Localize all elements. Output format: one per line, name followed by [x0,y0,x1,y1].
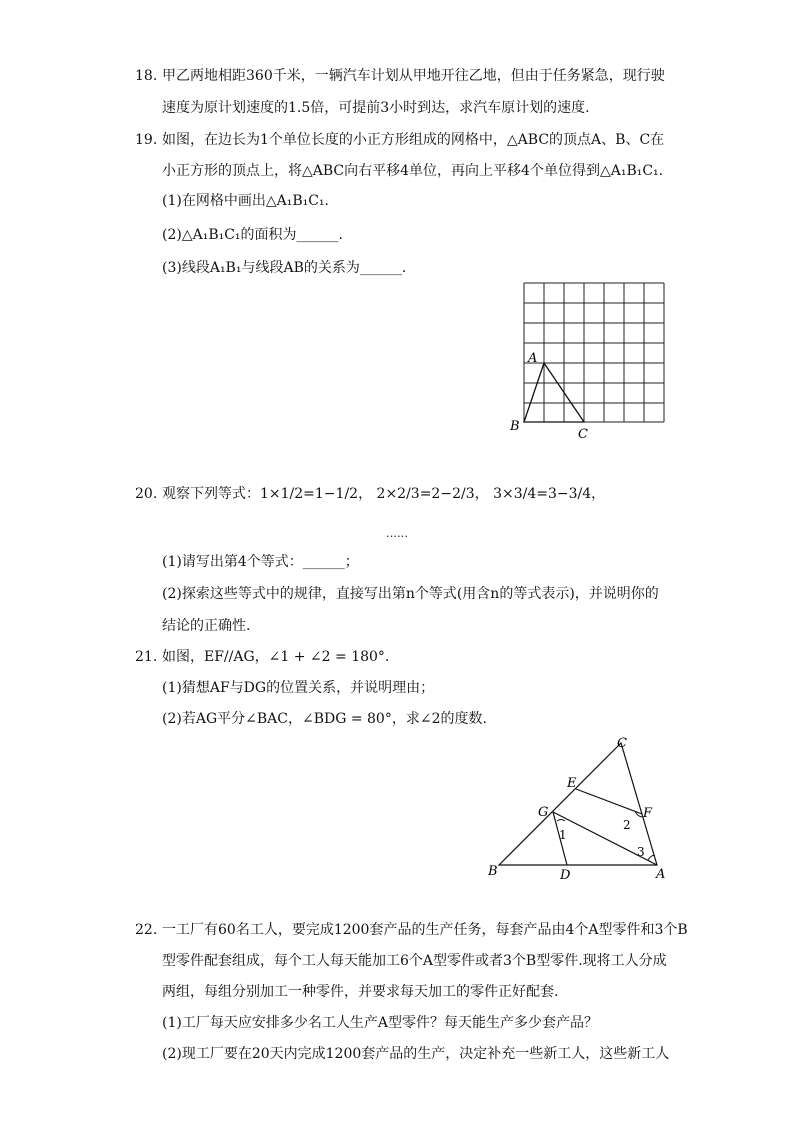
q22-line1: 一工厂有60名工人，要完成1200套产品的生产任务，每套产品由4个A型零件和3个B [162,922,688,938]
label-a: A [528,351,538,366]
q19-sub3: (3)线段A₁B₁与线段AB的关系为______. [162,260,407,276]
q21-line1: 如图，EF//AG，∠1 + ∠2 = 180°. [162,649,390,665]
q18-line2: 速度为原计划速度的1.5倍，可提前3小时到达，求汽车原计划的速度. [162,100,590,116]
q21-sub2: (2)若AG平分∠BAC，∠BDG = 80°，求∠2的度数. [162,711,487,727]
label-c2: C [617,736,627,751]
q20-equation-line [162,484,605,504]
q20-intro: 观察下列等式： [162,486,260,502]
q22-line2: 型零件配套组成，每个工人每天能加工6个A型零件或者3个B型零件.现将工人分成 [162,953,667,969]
q20-sub2-line2: 结论的正确性. [162,618,251,634]
q20-sub1: (1)请写出第4个等式：______； [162,554,359,570]
q21-geometry-figure [480,732,680,884]
q19-sub2: (2)△A₁B₁C₁的面积为______. [162,227,343,243]
label-a2: A [656,867,666,882]
q20-eq1: 1×1/2=1−1/2， [260,486,373,502]
label-d: D [560,868,571,883]
angle1-arc [557,820,565,822]
q22-sub1: (1)工厂每天应安排多少名工人生产A型零件？每天能生产多少套产品？ [162,1015,598,1031]
triangle-abc [524,363,584,422]
label-f: F [643,806,653,821]
q22-number: 22. [135,922,158,938]
label-e: E [567,776,577,791]
angle-label-2: 2 [623,818,631,832]
angle-label-3: 3 [637,845,645,859]
segment-ef [576,789,642,814]
label-b: B [510,419,520,434]
q20-eq2: 2×2/3=2−2/3， [376,486,489,502]
q19-line1: 如图，在边长为1个单位长度的小正方形组成的网格中，△ABC的顶点A、B、C在 [162,132,665,148]
grid-lines [524,283,664,422]
q22-line3: 两组，每组分别加工一种零件，并要求每天加工的零件正好配套. [162,984,559,1000]
q18-number: 18. [135,68,158,84]
angle-label-1: 1 [559,828,567,842]
q20-eq3: 3×3/4=3−3/4， [493,486,606,502]
q18-line1: 甲乙两地相距360千米，一辆汽车计划从甲地开往乙地，但由于任务紧急，现行驶 [162,68,665,84]
q19-number: 19. [135,132,158,148]
q19-sub1: (1)在网格中画出△A₁B₁C₁. [162,193,329,209]
triangle-bca [499,743,657,865]
label-c: C [578,427,588,442]
label-b2: B [488,864,498,879]
q20-ellipsis: …… [386,527,408,540]
label-g: G [538,805,549,820]
q21-sub1: (1)猜想AF与DG的位置关系，并说明理由； [162,680,435,696]
q20-number: 20. [135,486,158,502]
q19-line2: 小正方形的顶点上，将△ABC向右平移4单位，再向上平移4个单位得到△A₁B₁C₁. [162,163,664,179]
q20-sub2-line1: (2)探索这些等式中的规律，直接写出第n个等式(用含n的等式表示)，并说明你的 [162,586,659,602]
q19-grid-figure [500,278,680,448]
q22-sub2: (2)现工厂要在20天内完成1200套产品的生产，决定补充一些新工人，这些新工人 [162,1046,670,1062]
q21-number: 21. [135,649,158,665]
